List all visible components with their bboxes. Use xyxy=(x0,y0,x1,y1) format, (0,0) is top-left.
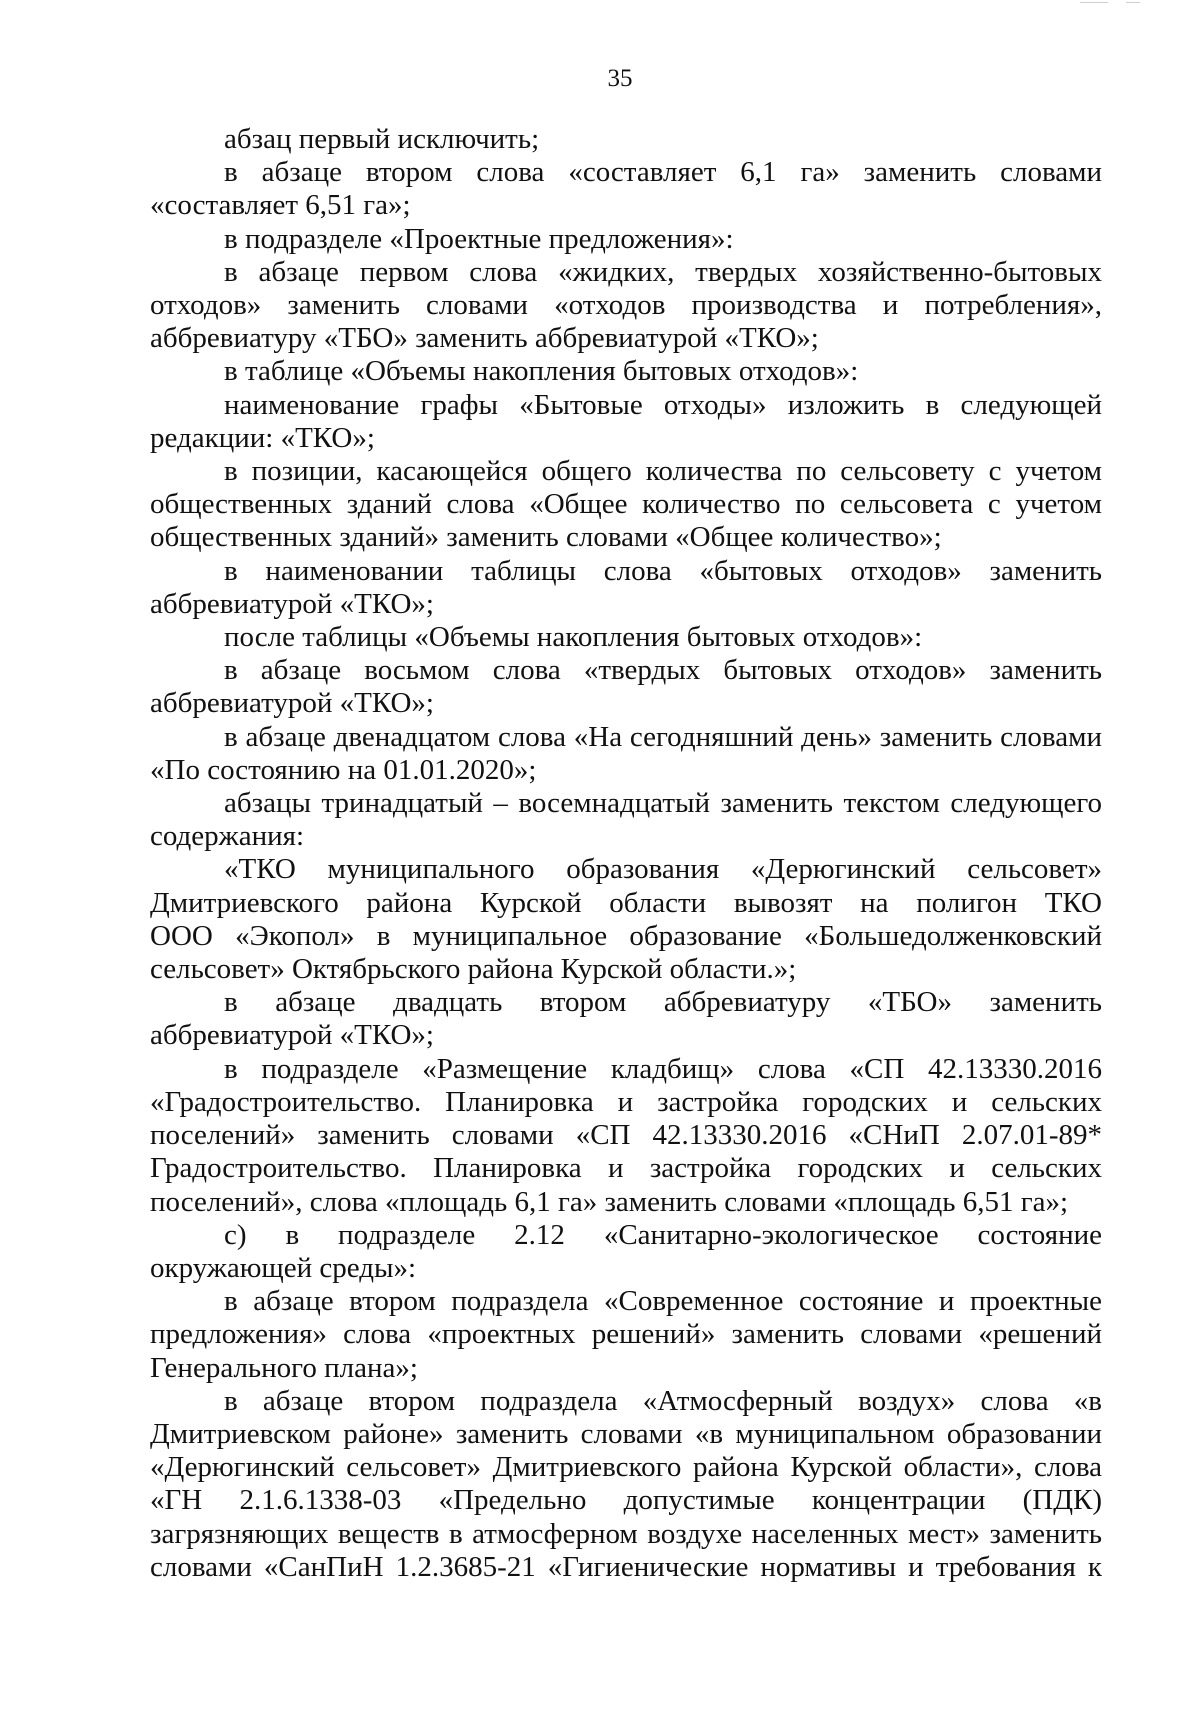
text-line: в абзаце втором подраздела «Атмосферный воздух» слова «в xyxy=(224,1384,1102,1417)
text-line: Генерального плана»; xyxy=(150,1351,418,1384)
text-line: с) в подразделе 2.12 «Санитарно-экологическое состояние xyxy=(224,1218,1102,1251)
text-line: редакции: «ТКО»; xyxy=(150,421,375,454)
text-line: в наименовании таблицы слова «бытовых отходов» заменить xyxy=(224,554,1102,587)
text-line: «Градостроительство. Планировка и застройка городских и сельских xyxy=(150,1085,1102,1118)
text-line: в подразделе «Проектные предложения»: xyxy=(224,222,734,255)
text-line: в позиции, касающейся общего количества по сельсовету с учетом xyxy=(224,455,1102,488)
text-line: общественных зданий слова «Общее количество по сельсовета с учетом xyxy=(150,488,1102,521)
text-line: в подразделе «Размещение кладбищ» слова «СП 42.13330.2016 xyxy=(224,1052,1102,1085)
text-line: в абзаце втором слова «составляет 6,1 га» заменить словами xyxy=(224,156,1102,189)
text-line: в абзаце двадцать втором аббревиатуру «ТБО» заменить xyxy=(224,986,1102,1019)
text-line: абзацы тринадцатый – восемнадцатый заменить текстом следующего xyxy=(224,787,1102,820)
text-line: аббревиатурой «ТКО»; xyxy=(150,587,434,620)
text-line: «По состоянию на 01.01.2020»; xyxy=(150,753,537,786)
text-line: сельсовет» Октябрьского района Курской области.»; xyxy=(150,953,797,986)
text-line: в абзаце втором подраздела «Современное состояние и проектные xyxy=(224,1285,1102,1318)
document-body xyxy=(150,123,1102,1584)
text-line: после таблицы «Объемы накопления бытовых отходов»: xyxy=(224,621,923,654)
text-line: содержания: xyxy=(150,820,305,853)
text-line: «составляет 6,51 га»; xyxy=(150,189,411,222)
text-line: Дмитриевского района Курской области вывозят на полигон ТКО xyxy=(150,886,1102,919)
text-line: «Дерюгинский сельсовет» Дмитриевского района Курской области», слова xyxy=(150,1451,1102,1484)
text-line: Градостроительство. Планировка и застройка городских и сельских xyxy=(150,1152,1102,1185)
text-line: в таблице «Объемы накопления бытовых отходов»: xyxy=(224,355,859,388)
text-line: в абзаце первом слова «жидких, твердых хозяйственно-бытовых xyxy=(224,255,1102,288)
text-line: поселений», слова «площадь 6,1 га» заменить словами «площадь 6,51 га»; xyxy=(150,1185,1069,1218)
text-line: отходов» заменить словами «отходов производства и потребления», xyxy=(150,289,1102,322)
scan-artifact xyxy=(960,0,1160,6)
text-line: аббревиатурой «ТКО»; xyxy=(150,1019,434,1052)
text-line: аббревиатурой «ТКО»; xyxy=(150,687,434,720)
text-line: поселений» заменить словами «СП 42.13330.2016 «СНиП 2.07.01-89* xyxy=(150,1119,1102,1152)
text-line: загрязняющих веществ в атмосферном воздухе населенных мест» заменить xyxy=(150,1517,1102,1550)
text-line: словами «СанПиН 1.2.3685-21 «Гигиенические нормативы и требования к xyxy=(150,1550,1102,1583)
text-line: ООО «Экопол» в муниципальное образование «Большедолженковский xyxy=(150,919,1102,952)
text-line: в абзаце двенадцатом слова «На сегодняшний день» заменить словами xyxy=(224,720,1102,753)
text-line: абзац первый исключить; xyxy=(224,123,540,155)
text-line: «ТКО муниципального образования «Дерюгинский сельсовет» xyxy=(224,853,1102,886)
text-line: наименование графы «Бытовые отходы» изложить в следующей xyxy=(224,388,1102,421)
text-line: Дмитриевском районе» заменить словами «в муниципальном образовании xyxy=(150,1417,1102,1450)
text-line: в абзаце восьмом слова «твердых бытовых отходов» заменить xyxy=(224,654,1102,687)
text-line: общественных зданий» заменить словами «Общее количество»; xyxy=(150,521,942,554)
text-line: аббревиатуру «ТБО» заменить аббревиатурой «ТКО»; xyxy=(150,322,819,355)
page-number: 35 xyxy=(607,65,633,92)
text-line: «ГН 2.1.6.1338-03 «Предельно допустимые концентрации (ПДК) xyxy=(150,1484,1102,1517)
text-line: предложения» слова «проектных решений» заменить словами «решений xyxy=(150,1318,1102,1351)
text-line: окружающей среды»: xyxy=(150,1251,417,1284)
